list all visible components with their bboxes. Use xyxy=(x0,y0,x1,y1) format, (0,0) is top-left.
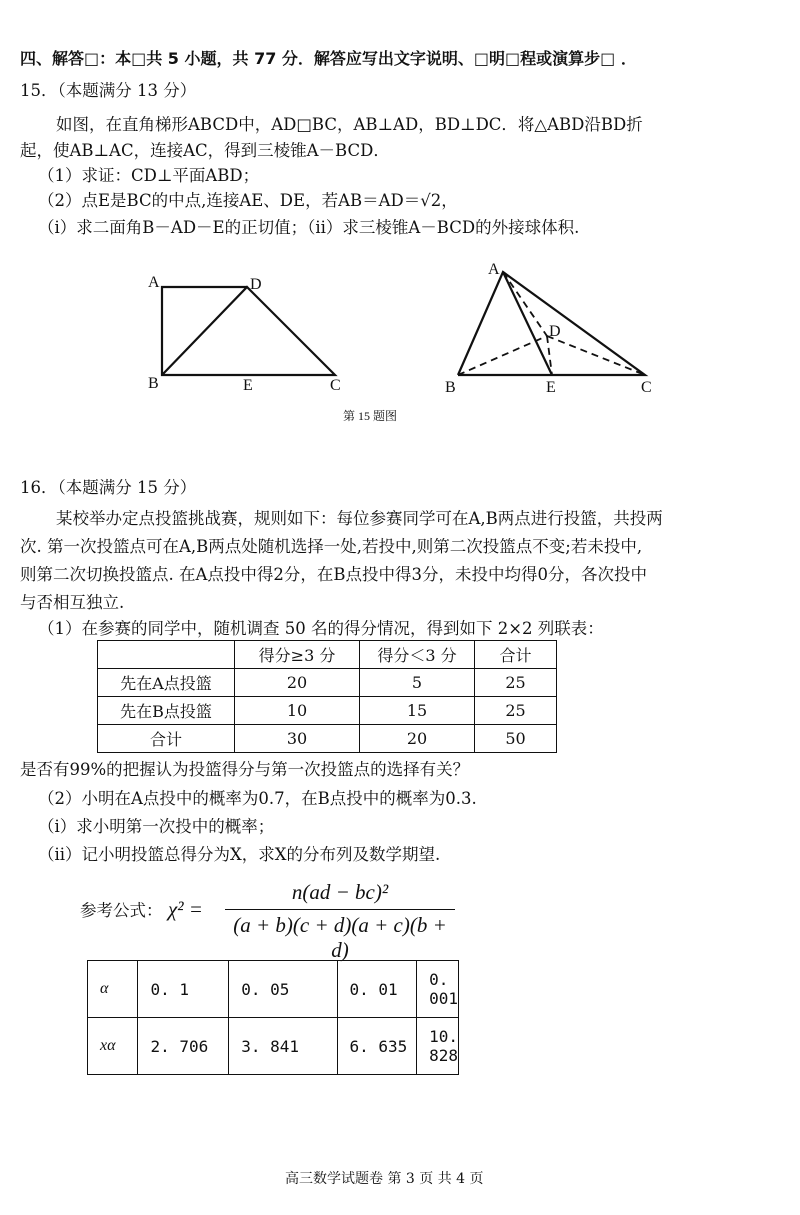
fig2-label-A: A xyxy=(488,261,500,278)
q15-part2-sub: （i）求二面角B－AD－E的正切值；（ii）求三棱锥A－BCD的外接球体积. xyxy=(38,218,580,237)
q15-part1: （1）求证：CD⊥平面ABD； xyxy=(38,166,260,185)
formula-denominator: (a + b)(c + d)(a + c)(b + d) xyxy=(233,913,447,962)
fig1-label-A: A xyxy=(148,274,160,291)
page-footer: 高三数学试题卷 第 3 页 共 4 页 xyxy=(285,1171,484,1187)
fig2-label-E: E xyxy=(546,379,556,396)
figure-caption: 第 15 题图 xyxy=(343,409,398,423)
q16-part2: （2）小明在A点投中的概率为0.7，在B点投中的概率为0.3. xyxy=(38,789,477,808)
q16-line: 次. 第一次投篮点可在A,B两点处随机选择一处,若投中,则第二次投篮点不变;若未投中, xyxy=(20,537,643,556)
section-heading: 四、解答□：本□共 5 小题，共 77 分．解答应写出文字说明、□明□程或演算步□ ． xyxy=(20,49,637,68)
trapezoid-figure xyxy=(162,287,335,375)
formula-numerator: n(ad − bc)² xyxy=(291,880,389,904)
q15-part2: （2）点E是BC的中点,连接AE、DE，若AB＝AD＝√2， xyxy=(38,191,458,210)
formula-lhs: χ² = xyxy=(168,897,203,921)
formula-label: 参考公式： xyxy=(80,901,163,920)
q16-question: 是否有99%的把握认为投篮得分与第一次投篮点的选择有关？ xyxy=(20,760,470,779)
table-row: 先在A点投篮 20 5 25 xyxy=(98,669,557,697)
q15-header: 15．（本题满分 13 分） xyxy=(20,81,197,100)
q16-part1: （1）在参赛的同学中，随机调查 50 名的得分情况，得到如下 2×2 列联表： xyxy=(38,619,604,638)
q16-line: 与否相互独立. xyxy=(20,593,125,612)
fig2-label-C: C xyxy=(641,379,652,396)
q16-part2-i: （i）求小明第一次投中的概率； xyxy=(38,817,275,836)
contingency-table xyxy=(97,640,557,753)
fig1-label-C: C xyxy=(330,377,341,394)
table-row: 得分≥3 分 得分＜3 分 合计 xyxy=(98,641,557,669)
fig2-label-B: B xyxy=(445,379,456,396)
critical-value-table xyxy=(87,960,459,1075)
table-row: xα 2. 706 3. 841 6. 635 10. 828 xyxy=(88,1018,459,1075)
fraction-bar xyxy=(225,909,455,910)
q16-line: 则第二次切换投篮点. 在A点投中得2分，在B点投中得3分，未投中均得0分，各次投中 xyxy=(20,565,648,584)
fig2-label-D: D xyxy=(549,323,561,340)
table-row: 先在B点投篮 10 15 25 xyxy=(98,697,557,725)
q15-figures xyxy=(0,0,800,440)
fig1-label-E: E xyxy=(243,377,253,394)
q16-header: 16．（本题满分 15 分） xyxy=(20,478,197,497)
q15-line2: 起，使AB⊥AC，连接AC，得到三棱锥A－BCD． xyxy=(20,141,390,160)
q16-part2-ii: （ii）记小明投篮总得分为X，求X的分布列及数学期望. xyxy=(38,845,441,864)
q15-line1: 如图，在直角梯形ABCD中，AD□BC，AB⊥AD，BD⊥DC．将△ABD沿BD折 xyxy=(56,115,643,134)
table-row: α 0. 1 0. 05 0. 01 0. 001 xyxy=(88,961,459,1018)
table-row: 合计 30 20 50 xyxy=(98,725,557,753)
fig1-label-D: D xyxy=(250,276,262,293)
fig1-label-B: B xyxy=(148,375,159,392)
q16-line: 某校举办定点投篮挑战赛，规则如下：每位参赛同学可在A,B两点进行投篮，共投两 xyxy=(56,509,663,528)
